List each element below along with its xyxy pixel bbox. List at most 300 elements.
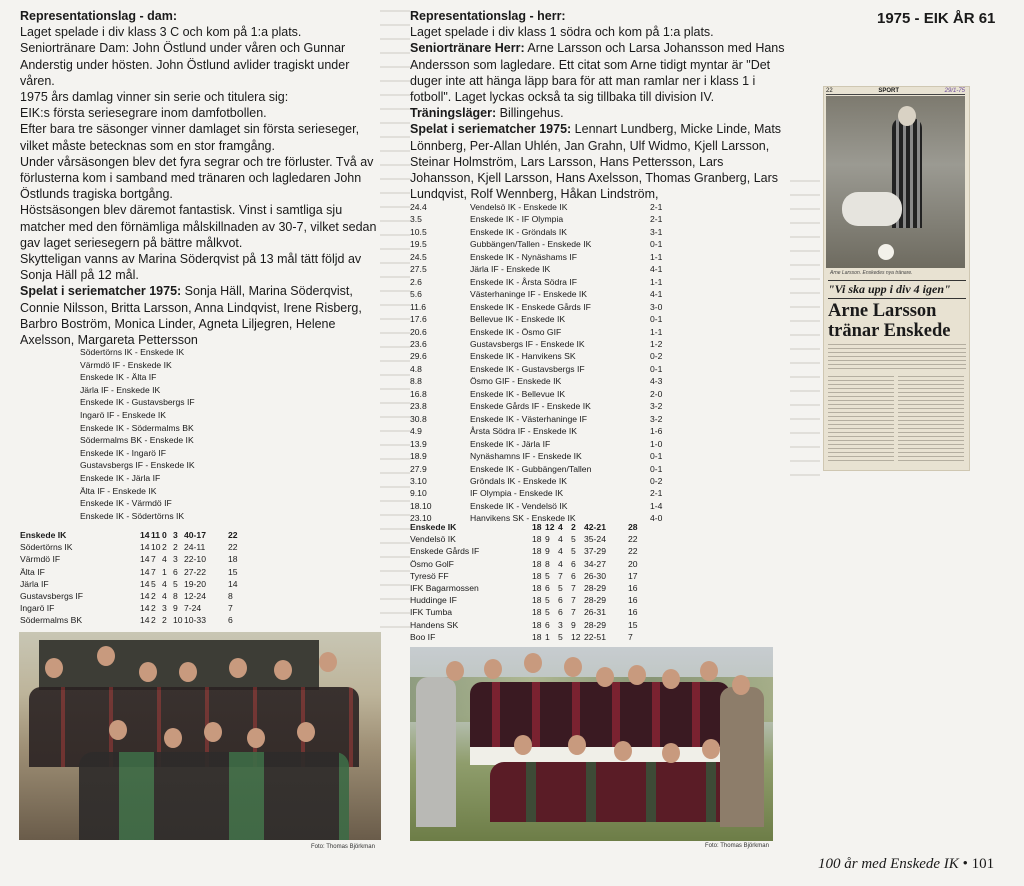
standings-pts-cell: 8: [228, 591, 233, 602]
standings-d-cell: 3: [558, 619, 563, 630]
standings-goals-cell: 34-27: [584, 558, 606, 569]
match-date-cell: 23.8: [410, 401, 427, 412]
match-date-cell: 13.9: [410, 438, 427, 449]
women-paragraph: Seniortränare Dam: John Östlund under våren och Gunnar Anderstig under hösten. John Östlund avlider tragiskt under våren.: [20, 41, 350, 88]
photo-face: [596, 667, 614, 687]
clipping-photo-caption: Arne Larsson. Enskedes nya tränare.: [830, 270, 913, 276]
standings-team-cell: Enskede IK: [20, 530, 67, 540]
table-row: [20, 590, 242, 602]
table-row: [410, 350, 680, 362]
standings-goals-cell: 7-24: [184, 603, 202, 614]
standings-pts-cell: 6: [228, 615, 233, 626]
match-match-cell: Gubbängen/Tallen - Enskede IK: [470, 239, 592, 250]
footer-page-number: 101: [971, 856, 995, 872]
men-team-photo: [410, 647, 773, 841]
standings-p-cell: 18: [532, 546, 542, 557]
standings-d-cell: 6: [558, 607, 563, 618]
standings-w-cell: 1: [545, 631, 550, 642]
standings-l-cell: 8: [173, 591, 178, 602]
standings-w-cell: 11: [151, 530, 161, 540]
photo-face: [319, 652, 337, 672]
standings-team-cell: Ingarö IF: [20, 603, 55, 614]
match-match-cell: Enskede IK - Gubbängen/Tallen: [470, 463, 592, 474]
match-result-cell: 4-1: [650, 289, 663, 300]
match-result-cell: 1-1: [650, 276, 663, 287]
standings-goals-cell: 26-30: [584, 570, 606, 581]
standings-l-cell: 9: [571, 619, 576, 630]
standings-team-cell: Södermalms BK: [20, 615, 83, 626]
standings-d-cell: 4: [558, 522, 563, 532]
standings-p-cell: 14: [140, 578, 150, 589]
standings-pts-cell: 16: [628, 607, 638, 618]
match-result-cell: 2-1: [650, 202, 663, 212]
standings-d-cell: 4: [558, 534, 563, 545]
table-row: [410, 500, 680, 512]
match-date-cell: 17.6: [410, 314, 427, 325]
standings-p-cell: 18: [532, 522, 542, 532]
standings-p-cell: 14: [140, 603, 150, 614]
men-photo-caption: Foto: Thomas Björkman: [705, 843, 769, 849]
standings-l-cell: 2: [571, 522, 576, 532]
standings-goals-cell: 37-29: [584, 546, 606, 557]
women-paragraph: Efter bara tre säsonger vinner damlaget sin första serieseger, vilket måste betecknas som en stor framgång.: [20, 122, 360, 153]
standings-team-cell: Huddinge IF: [410, 595, 457, 606]
match-date-cell: 8.8: [410, 376, 422, 387]
photo-face: [179, 662, 197, 682]
match-match-cell: Hanvikens SK - Enskede IK: [470, 513, 576, 524]
standings-d-cell: 0: [162, 530, 167, 540]
standings-w-cell: 6: [545, 583, 550, 594]
photo-front-row: [490, 762, 740, 822]
table-row: [20, 614, 242, 626]
match-result-cell: 4-0: [650, 513, 663, 524]
standings-pts-cell: 15: [628, 619, 638, 630]
women-match-list: [80, 346, 195, 522]
table-row: [20, 541, 242, 553]
women-paragraph: 1975 års damlag vinner sin serie och titulera sig:: [20, 90, 289, 105]
standings-pts-cell: 15: [228, 566, 238, 577]
table-row: [410, 533, 642, 545]
clipping-section: SPORT: [878, 88, 899, 94]
match-result-cell: 0-2: [650, 475, 663, 486]
standings-pts-cell: 22: [228, 542, 238, 553]
standings-d-cell: 5: [558, 631, 563, 642]
standings-d-cell: 4: [162, 578, 167, 589]
standings-goals-cell: 35-24: [584, 534, 606, 545]
standings-goals-cell: 12-24: [184, 591, 206, 602]
standings-team-cell: Järla IF: [20, 578, 49, 589]
photo-face: [45, 658, 63, 678]
table-row: [410, 326, 680, 338]
women-paragraph: Skytteligan vanns av Marina Söderqvist på 13 mål tätt följd av Sonja Häll på 12 mål.: [20, 252, 362, 283]
standings-p-cell: 18: [532, 607, 542, 618]
photo-face: [732, 675, 750, 695]
match-match-cell: Enskede IK - IF Olympia: [470, 214, 564, 225]
standings-goals-cell: 22-51: [584, 631, 606, 642]
women-players-list: Sonja Häll, Marina Söderqvist, Connie Nilsson, Britta Larsson, Anna Lindqvist, Irene Risberg, Barbro Boström, Monica Linder, Agneta Liljegren, Helene Axelsson, Margareta Pettersson: [20, 284, 362, 348]
photo-face: [662, 669, 680, 689]
table-row: [410, 631, 642, 643]
match-result-cell: 0-1: [650, 451, 663, 462]
standings-w-cell: 5: [151, 578, 156, 589]
standings-l-cell: 3: [173, 554, 178, 565]
standings-team-cell: Värmdö IF: [20, 554, 61, 565]
table-row: [410, 276, 680, 288]
men-camp-text: Billingehus.: [496, 106, 564, 121]
table-row: [410, 475, 680, 487]
standings-p-cell: 14: [140, 530, 150, 540]
standings-w-cell: 2: [151, 615, 156, 626]
standings-team-cell: Tyresö FF: [410, 570, 449, 581]
footer-book-title: 100 år med Enskede IK: [818, 856, 959, 872]
match-result-cell: 0-2: [650, 351, 663, 362]
standings-l-cell: 5: [571, 546, 576, 557]
match-date-cell: 18.10: [410, 500, 432, 511]
clipping-date: 29/1-75: [944, 88, 965, 94]
match-date-cell: 5.6: [410, 289, 422, 300]
match-result-cell: 3-2: [650, 413, 663, 424]
clipping-masthead: [826, 88, 965, 95]
women-paragraph: Laget spelade i div klass 3 C och kom på 1:a plats.: [20, 25, 302, 40]
standings-w-cell: 2: [151, 603, 156, 614]
page-title: 1975 - EIK ÅR 61: [877, 10, 996, 27]
standings-p-cell: 18: [532, 558, 542, 569]
standings-goals-cell: 19-20: [184, 578, 206, 589]
list-item: Gustavsbergs IF - Enskede IK: [80, 460, 195, 471]
match-match-cell: Ösmo GIF - Enskede IK: [470, 376, 562, 387]
photo-coach-right: [720, 687, 764, 827]
standings-w-cell: 12: [545, 522, 555, 532]
standings-d-cell: 7: [558, 570, 563, 581]
women-paragraph: Höstsäsongen blev däremot fantastisk. Vinst i samtliga sju matcher med den förnämliga målskillnaden av 30-7, vilket sedan gav laget seriesegern på bättre målkvot.: [20, 203, 377, 250]
match-result-cell: 3-2: [650, 401, 663, 412]
standings-w-cell: 7: [151, 554, 156, 565]
match-date-cell: 11.6: [410, 301, 427, 312]
standings-l-cell: 10: [173, 615, 183, 626]
list-item: Järla IF - Enskede IK: [80, 384, 161, 395]
match-result-cell: 0-1: [650, 463, 663, 474]
match-result-cell: 4-1: [650, 264, 663, 275]
women-paragraph: EIK:s första seriesegrare inom damfotbollen.: [20, 106, 267, 121]
match-match-cell: Gröndals IK - Enskede IK: [470, 475, 567, 486]
standings-pts-cell: 20: [628, 558, 638, 569]
table-row: [20, 602, 242, 614]
match-result-cell: 2-1: [650, 488, 663, 499]
table-row: [410, 438, 680, 450]
men-standings-table: [410, 521, 642, 643]
standings-goals-cell: 42-21: [584, 522, 606, 532]
match-match-cell: Enskede IK - Bellevue IK: [470, 388, 566, 399]
photo-back-row: [470, 682, 730, 752]
match-date-cell: 18.9: [410, 451, 427, 462]
standings-p-cell: 14: [140, 566, 150, 577]
standings-d-cell: 2: [162, 615, 167, 626]
photo-face: [628, 665, 646, 685]
standings-d-cell: 3: [162, 603, 167, 614]
photo-face: [247, 728, 265, 748]
list-item: Älta IF - Enskede IK: [80, 485, 157, 496]
match-match-cell: Enskede IK - Vendelsö IK: [470, 500, 568, 511]
match-match-cell: Enskede IK - Årsta Södra IF: [470, 276, 577, 287]
page-footer: [818, 856, 994, 873]
list-item: Södermalms BK - Enskede IK: [80, 435, 194, 446]
standings-l-cell: 7: [571, 595, 576, 606]
standings-w-cell: 10: [151, 542, 161, 553]
match-match-cell: Årsta Södra IF - Enskede IK: [470, 426, 577, 437]
standings-goals-cell: 27-22: [184, 566, 206, 577]
photo-face: [484, 659, 502, 679]
list-item: Värmdö IF - Enskede IK: [80, 359, 172, 370]
match-date-cell: 23.6: [410, 338, 427, 349]
table-row: [410, 263, 680, 275]
list-item: Enskede IK - Älta IF: [80, 372, 157, 383]
match-date-cell: 24.5: [410, 251, 427, 262]
standings-d-cell: 1: [162, 566, 167, 577]
men-section: [410, 8, 790, 202]
table-row: [410, 201, 680, 213]
match-match-cell: Nynäshamns IF - Enskede IK: [470, 451, 582, 462]
standings-p-cell: 18: [532, 631, 542, 642]
list-item: Enskede IK - Järla IF: [80, 472, 161, 483]
list-item: Enskede IK - Ingarö IF: [80, 447, 166, 458]
list-item: Enskede IK - Södertörns IK: [80, 510, 185, 521]
standings-pts-cell: 22: [228, 530, 238, 540]
women-standings-body: [20, 529, 242, 627]
standings-l-cell: 6: [571, 558, 576, 569]
match-date-cell: 29.6: [410, 351, 427, 362]
photo-face: [524, 653, 542, 673]
women-paragraph: Under vårsäsongen blev det fyra segrar och tre förluster. Två av förlusterna kom i samband med tränaren och lagledaren John Östlunds tragiska bortgång.: [20, 154, 374, 202]
standings-team-cell: Ösmo GolF: [410, 558, 454, 569]
photo-face: [109, 720, 127, 740]
photo-face: [514, 735, 532, 755]
standings-team-cell: Älta IF: [20, 566, 45, 577]
match-date-cell: 23.10: [410, 513, 432, 524]
match-date-cell: 27.9: [410, 463, 427, 474]
standings-l-cell: 12: [571, 631, 581, 642]
standings-p-cell: 18: [532, 570, 542, 581]
match-match-cell: Vendelsö IK - Enskede IK: [470, 202, 568, 212]
standings-goals-cell: 24-11: [184, 542, 206, 553]
match-match-cell: Enskede IK - Västerhaninge IF: [470, 413, 588, 424]
standings-p-cell: 18: [532, 534, 542, 545]
bleed-through-text: [790, 180, 820, 480]
table-row: [410, 238, 680, 250]
women-team-photo: [19, 632, 381, 840]
match-date-cell: 19.5: [410, 239, 427, 250]
table-row: [20, 578, 242, 590]
table-row: [410, 545, 642, 557]
match-match-cell: Enskede IK - Järla IF: [470, 438, 551, 449]
match-result-cell: 1-0: [650, 438, 663, 449]
table-row: [20, 553, 242, 565]
match-date-cell: 30.8: [410, 413, 427, 424]
match-date-cell: 4.9: [410, 426, 422, 437]
match-result-cell: 0-1: [650, 239, 663, 250]
standings-team-cell: Gustavsbergs IF: [20, 591, 84, 602]
standings-team-cell: Vendelsö IK: [410, 534, 456, 545]
list-item: Enskede IK - Värmdö IF: [80, 498, 172, 509]
table-row: [410, 213, 680, 225]
table-row: [410, 450, 680, 462]
standings-w-cell: 7: [151, 566, 156, 577]
standings-pts-cell: 14: [228, 578, 238, 589]
photo-face: [164, 728, 182, 748]
photo-face: [204, 722, 222, 742]
photo-face: [229, 658, 247, 678]
list-item: Ingarö IF - Enskede IK: [80, 409, 166, 420]
match-result-cell: 1-1: [650, 326, 663, 337]
standings-d-cell: 5: [558, 583, 563, 594]
photo-face: [702, 739, 720, 759]
photo-front-row: [79, 752, 349, 840]
men-players-list: Lennart Lundberg, Micke Linde, Mats Lönnberg, Per-Allan Uhlén, Jan Grahn, Ulf Widmo, Kjell Larsson, Steinar Holmström, Lars Larsson, Hans Pettersson, Lars Johansson, Kjell Larsson, Hans Axelsson, Thomas Granberg, Lars Lundqvist, Rolf Wennberg, Håkan Lindström,: [410, 122, 782, 202]
photo-face: [564, 657, 582, 677]
women-players: [20, 283, 385, 348]
standings-pts-cell: 22: [628, 546, 638, 557]
standings-team-cell: Södertörns IK: [20, 542, 73, 553]
standings-l-cell: 2: [173, 542, 178, 553]
women-heading: Representationslag - dam:: [20, 9, 177, 23]
standings-p-cell: 14: [140, 615, 150, 626]
match-date-cell: 27.5: [410, 264, 427, 275]
table-row: [410, 487, 680, 499]
women-players-label: Spelat i seriematcher 1975:: [20, 284, 182, 299]
standings-w-cell: 8: [545, 558, 550, 569]
standings-d-cell: 4: [162, 591, 167, 602]
standings-l-cell: 6: [571, 570, 576, 581]
table-row: [410, 425, 680, 437]
standings-team-cell: Boo IF: [410, 631, 436, 642]
standings-p-cell: 14: [140, 542, 150, 553]
standings-p-cell: 18: [532, 595, 542, 606]
standings-d-cell: 4: [558, 546, 563, 557]
match-match-cell: Enskede IK - Hanvikens SK: [470, 351, 576, 362]
match-date-cell: 3.5: [410, 214, 422, 225]
table-row: [410, 400, 680, 412]
standings-l-cell: 3: [173, 530, 178, 540]
match-result-cell: 0-1: [650, 314, 663, 325]
standings-team-cell: Enskede Gårds IF: [410, 546, 480, 557]
photo-face: [446, 661, 464, 681]
standings-l-cell: 7: [571, 607, 576, 618]
photo-player: [842, 192, 902, 226]
standings-w-cell: 9: [545, 534, 550, 545]
clipping-headline: Arne Larsson tränar Enskede: [828, 301, 951, 341]
match-match-cell: Bellevue IK - Enskede IK: [470, 314, 566, 325]
table-row: [410, 570, 642, 582]
standings-goals-cell: 26-31: [584, 607, 606, 618]
photo-face: [898, 106, 916, 126]
match-match-cell: Västerhaninge IF - Enskede IK: [470, 289, 588, 300]
men-coach-label: Seniortränare Herr:: [410, 41, 525, 56]
table-row: [410, 388, 680, 400]
men-matches-body: [410, 201, 680, 525]
table-row: [410, 594, 642, 606]
match-date-cell: 24.4: [410, 202, 427, 212]
standings-goals-cell: 22-10: [184, 554, 206, 565]
photo-coach-left: [416, 677, 456, 827]
match-match-cell: IF Olympia - Enskede IK: [470, 488, 564, 499]
table-row: [410, 251, 680, 263]
match-match-cell: Enskede IK - Nynäshams IF: [470, 251, 577, 262]
match-match-cell: Enskede Gårds IF - Enskede IK: [470, 401, 591, 412]
standings-w-cell: 9: [545, 546, 550, 557]
match-match-cell: Enskede IK - Gröndals IK: [470, 226, 567, 237]
standings-d-cell: 6: [558, 595, 563, 606]
table-row: [410, 463, 680, 475]
standings-team-cell: Handens SK: [410, 619, 459, 630]
match-match-cell: Järla IF - Enskede IK: [470, 264, 551, 275]
photo-face: [568, 735, 586, 755]
match-result-cell: 2-1: [650, 214, 663, 225]
men-division: Laget spelade i div klass 1 södra och kom på 1:a plats.: [410, 25, 714, 40]
match-match-cell: Enskede IK - Enskede Gårds IF: [470, 301, 591, 312]
women-standings-table: [20, 529, 242, 627]
standings-l-cell: 6: [173, 566, 178, 577]
standings-w-cell: 2: [151, 591, 156, 602]
standings-d-cell: 4: [558, 558, 563, 569]
standings-pts-cell: 16: [628, 583, 638, 594]
standings-d-cell: 2: [162, 542, 167, 553]
match-match-cell: Gustavsbergs IF - Enskede IK: [470, 338, 585, 349]
standings-goals-cell: 28-29: [584, 619, 606, 630]
standings-team-cell: IFK Tumba: [410, 607, 453, 618]
standings-l-cell: 5: [173, 578, 178, 589]
table-row: [410, 375, 680, 387]
standings-p-cell: 14: [140, 591, 150, 602]
women-section: [20, 8, 385, 348]
match-result-cell: 2-0: [650, 388, 663, 399]
women-photo-caption: Foto: Thomas Björkman: [311, 844, 375, 850]
list-item: Enskede IK - Gustavsbergs IF: [80, 397, 195, 408]
photo-ball: [878, 244, 894, 260]
photo-face: [700, 661, 718, 681]
match-result-cell: 4-3: [650, 376, 663, 387]
table-row: [410, 413, 680, 425]
table-row: [410, 582, 642, 594]
table-row: [410, 226, 680, 238]
standings-p-cell: 14: [140, 554, 150, 565]
standings-pts-cell: 7: [628, 631, 633, 642]
table-row: [20, 566, 242, 578]
standings-w-cell: 5: [545, 595, 550, 606]
list-item: Enskede IK - Södermalms BK: [80, 422, 194, 433]
match-date-cell: 9.10: [410, 488, 427, 499]
match-result-cell: 0-1: [650, 363, 663, 374]
match-match-cell: Enskede IK - Gustavsbergs IF: [470, 363, 585, 374]
list-item: Södertörns IK - Enskede IK: [80, 347, 185, 357]
standings-goals-cell: 40-17: [184, 530, 206, 540]
men-camp-label: Träningsläger:: [410, 106, 497, 121]
standings-pts-cell: 18: [228, 554, 238, 565]
match-date-cell: 3.10: [410, 475, 427, 486]
photo-face: [139, 662, 157, 682]
match-result-cell: 1-2: [650, 338, 663, 349]
men-standings-body: [410, 521, 642, 643]
standings-team-cell: IFK Bagarmossen: [410, 583, 479, 594]
clipping-photo: [826, 96, 965, 268]
table-row: [410, 558, 642, 570]
table-row: [20, 529, 242, 541]
match-result-cell: 3-0: [650, 301, 663, 312]
match-date-cell: 10.5: [410, 226, 427, 237]
match-date-cell: 20.6: [410, 326, 427, 337]
men-heading: Representationslag - herr:: [410, 9, 566, 23]
match-result-cell: 1-1: [650, 251, 663, 262]
standings-p-cell: 18: [532, 619, 542, 630]
standings-goals-cell: 10-33: [184, 615, 206, 626]
